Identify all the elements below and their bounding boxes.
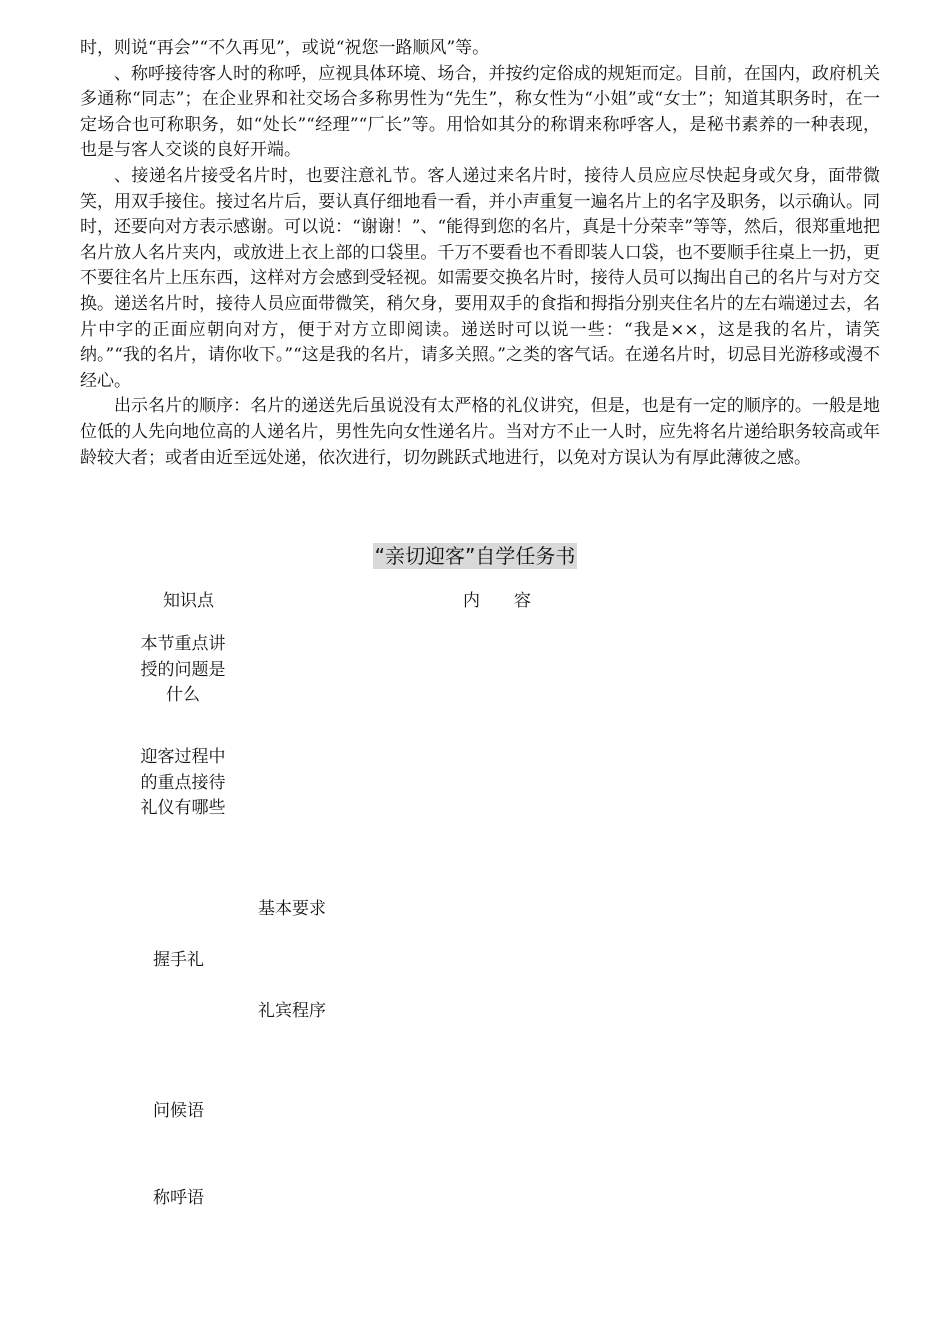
row-handshake: 握手礼 (153, 950, 204, 970)
column-header-content: 内容 (463, 591, 565, 611)
sub-protocol-procedure: 礼宾程序 (258, 1001, 326, 1021)
task-heading-text: “亲切迎客”自学任务书 (374, 544, 576, 568)
row-key-question: 本节重点讲授的问题是什么 (140, 634, 226, 706)
paragraph-business-cards: 、接递名片接受名片时，也要注意礼节。客人递过来名片时，接待人员应应尽快起身或欠身，面带微笑，用双手接住。接过名片后，要认真仔细地看一看，并小声重复一遍名片上的名字及职务，以示确认。同时，还要向对方表示感谢。可以说：“谢谢！”、“能得到您的名片，真是十分荣幸”等等，然后，很郑重地把名片放人名片夹内，或放进上衣上部的口袋里。千万不要看也不看即装人口袋，也不要顺手往桌上一扔，更不要往名片上压东西，这样对方会感到受轻视。如需要交换名片时，接待人员可以掏出自己的名片与对方交换。递送名片时，接待人员应面带微笑，稍欠身，要用双手的食指和拇指分别夹住名片的左右端递过去，名片中字的正面应朝向对方，便于对方立即阅读。递送时可以说一些：“我是××，这是我的名片，请笑纳。”“我的名片，请你收下。”“这是我的名片，请多关照。”之类的客气话。在递名片时，切忌目光游移或漫不经心。 (80, 165, 880, 391)
sub-basic-requirements: 基本要求 (258, 899, 326, 919)
paragraph-card-order: 出示名片的顺序：名片的递送先后虽说没有太严格的礼仪讲究，但是，也是有一定的顺序的。一般是地位低的人先向地位高的人递名片，男性先向女性递名片。当对方不止一人时，应先将名片递给职务较高或年龄较大者；或者由近至远处递，依次进行，切勿跳跃式地进行，以免对方误认为有厚此薄彼之感。 (80, 396, 880, 468)
paragraph-1: 时，则说“再会”“不久再见”，或说“祝您一路顺风”等。 (80, 38, 490, 58)
paragraph-addressing: 、称呼接待客人时的称呼，应视具体环境、场合，并按约定俗成的规矩而定。目前，在国内，政府机关多通称“同志”；在企业界和社交场合多称男性为“先生”，称女性为“小姐”或“女士”；知道其职务时，在一定场合也可称职务，如“处长”“经理”“厂长”等。用恰如其分的称谓来称呼客人，是秘书素养的一种表现，也是与客人交谈的良好开端。 (80, 63, 880, 161)
row-greeting: 问候语 (153, 1101, 204, 1121)
task-heading (0, 543, 950, 569)
column-header-knowledge: 知识点 (163, 591, 214, 611)
row-key-etiquette: 迎客过程中的重点接待礼仪有哪些 (140, 747, 226, 819)
body-text (80, 36, 880, 471)
row-forms-of-address: 称呼语 (153, 1188, 204, 1208)
